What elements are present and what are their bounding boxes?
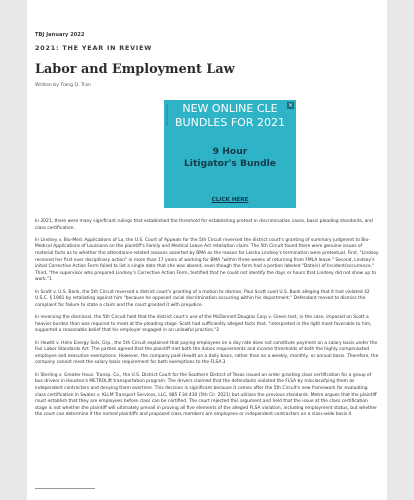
paragraph: In 2021, there were many significant rulings that established the threshold for establishing pretext in discrimination cases, basic pleading standards, and class certification. <box>35 219 373 231</box>
ad-cta-link[interactable]: CLICK HERE <box>211 197 249 203</box>
byline: Written by Trang Q. Tran <box>35 83 91 88</box>
paragraph: In Lindsey v. Bio-Med. Applications of La, the U.S. Court of Appeals for the 5th Circuit reversed the district court's granting of summary judgment to Bio-Medical Applications of Louisiana on the plaintiff's Family and Medical Leave Act retaliation claim. The 5th Circuit found there were genuine issues of material facts as to whether the attendance-related reasons asserted by BMA as the reason for Leisha Lindsey's termination were pretextual. First, "Lindsey received her first ever disciplinary action" in more than 17 years of working for BMA "within three weeks of returning from FMLA leave." Second, Lindsey's initial Corrective Action Form failed to list a single date that she was absent, even though the form had a portion labeled "Date(s) of Incident/occurrence." Third, "the supervisor who prepared Lindsey's Corrective Action Form, testified that he could not identify the days or hours that Lindsey did not show up to work."1 <box>35 237 379 283</box>
paragraph: In reversing the dismissal, the 5th Circuit held that the district court's use of the McDonnell Douglas Corp v. Green test, in the case, imposed on Scott a heavier burden than was required to meet at the pleading stage. Scott had sufficiently alleged facts that, "interpreted in the light most favorable to him, supported a reasonable belief that his employer engaged in an unlawful practice."2 <box>35 315 372 334</box>
paragraph: In Scott v. U.S. Bank, the 5th Circuit reversed a district court's granting of a motion to dismiss. Paul Scott sued U.S. Bank alleging that it had violated 42 U.S.C. § 1981 by retaliating against him "because he opposed racial discrimination occurring within his department." Defendant moved to dismiss the complaint for failure to state a claim and the court granted it with prejudice. <box>35 289 370 308</box>
paragraph: In Sterling v. Greater Hous. Transp. Co., the U.S. District Court for the Southern District of Texas issued an order granting class certification for a group of bus drivers in Houston's METROLift transportation program. The drivers claimed that the defendants violated the FLSA by misclassifying them as independent contractors and denying them overtime. This decision is significant because it comes after the 5th Circuit's new framework for evaluating class certification in Swales v. KLLM Transport Services, LLC, 985 F.3d 430 (5th Cir. 2021) but utilizes the previous standards. Metro argues that the plaintiff must establish that they are employees before class can be certified. The court rejected this argument and held that the issue at the class certification stage is not whether the plaintiff will ultimately prevail in proving all five elements of the alleged FLSA violation, including employment status, but whether the court can determine if the named plaintiffs and proposed class members are employees or independent contractors on a class-wide basis.4 <box>35 372 378 418</box>
footnote-divider <box>35 488 95 489</box>
ad-line-2: BUNDLES FOR 2021 <box>175 116 285 129</box>
issue-label: TBJ January 2022 <box>35 32 85 38</box>
article-body <box>35 219 379 425</box>
ad-line-1: NEW ONLINE CLE <box>182 102 278 115</box>
close-icon[interactable]: × <box>287 102 294 109</box>
advertisement-banner[interactable] <box>164 100 296 208</box>
article-page <box>27 0 387 500</box>
series-heading: 2021: THE YEAR IN REVIEW <box>35 44 153 52</box>
paragraph: In Hewitt v. Helix Energy Sols. Grp., the 5th Circuit explained that paying employees on a day rate does not constitute payment on a salary basis under the Fair Labor Standards Act. The parties agreed that the plaintiff met both the duties requirements and income thresholds of both the highly compensated employee and executive exemptions. However, the company paid Hewitt on a daily basis, rather than on a weekly, monthly, or annual basis. Therefore, the company cannot meet the salary basis requirement for both exemptions to the FLSA.3 <box>35 340 379 366</box>
ad-side-label: Advertisement <box>165 104 169 127</box>
ad-line-3: 9 Hour <box>212 146 248 157</box>
page-title: Labor and Employment Law <box>35 62 235 77</box>
ad-line-4: Litigator's Bundle <box>183 158 277 169</box>
